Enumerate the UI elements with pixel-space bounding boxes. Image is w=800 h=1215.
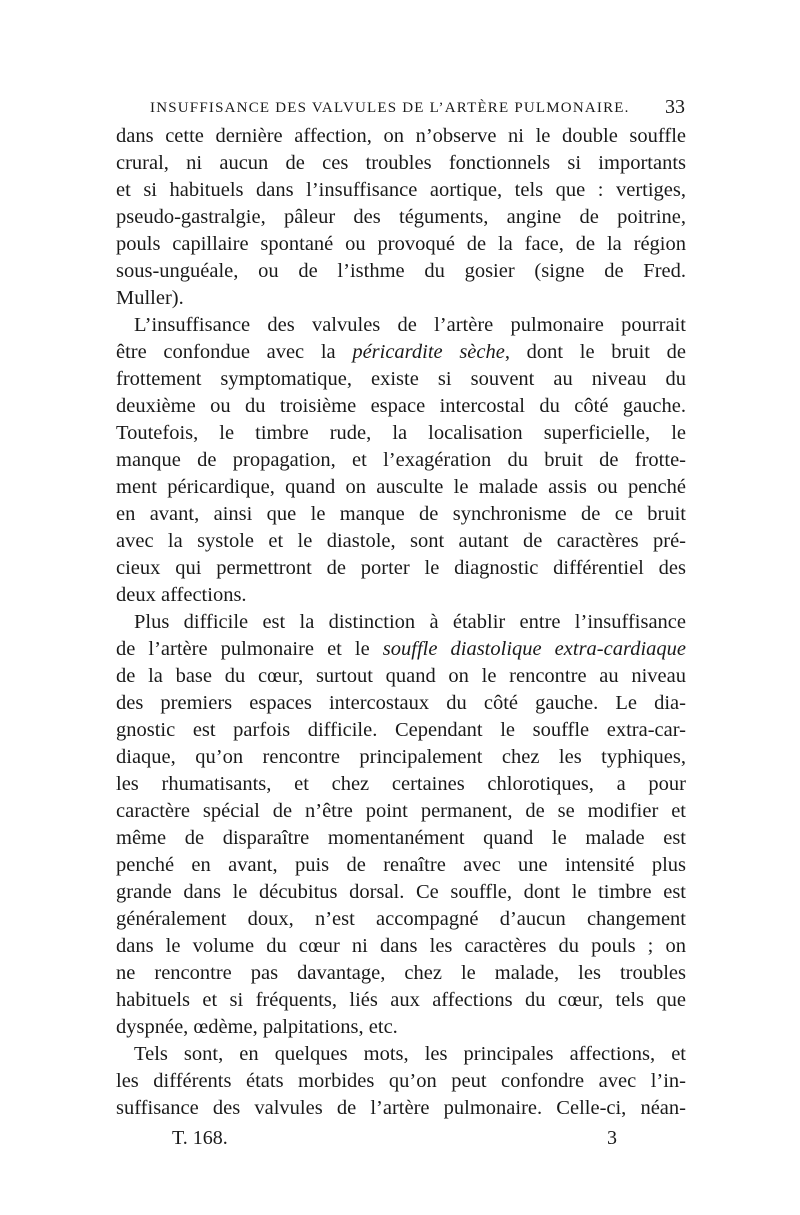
text-run: être confondue avec la bbox=[116, 341, 353, 363]
text-line: crural, ni aucun de ces troubles fonctionnels si importants bbox=[116, 152, 686, 174]
text-line: les rhumatisants, et chez certaines chlorotiques, a pour bbox=[116, 773, 686, 795]
text-line: gnostic est parfois difficile. Cependant le souffle extra-car- bbox=[116, 719, 686, 741]
italic-term: péricardite sèche bbox=[352, 341, 505, 363]
text-line: dyspnée, œdème, palpitations, etc. bbox=[116, 1016, 398, 1038]
text-line: avec la systole et le diastole, sont autant de caractères pré- bbox=[116, 530, 686, 552]
text-line: des premiers espaces intercostaux du côté gauche. Le dia- bbox=[116, 692, 686, 714]
sheet-number: 3 bbox=[607, 1127, 617, 1149]
text-line: suffisance des valvules de l’artère pulmonaire. Celle-ci, néan- bbox=[116, 1097, 686, 1119]
text-line-mixed bbox=[116, 636, 686, 663]
text-line: de la base du cœur, surtout quand on le rencontre au niveau bbox=[116, 665, 686, 687]
running-head-title: INSUFFISANCE DES VALVULES DE L’ARTÈRE PULMONAIRE. bbox=[150, 100, 630, 116]
text-line: Tels sont, en quelques mots, les principales affections, et bbox=[134, 1043, 686, 1065]
signature-mark: T. 168. bbox=[172, 1127, 228, 1149]
text-run: , dont le bruit de bbox=[504, 341, 687, 363]
text-line: dans le volume du cœur ni dans les caractères du pouls ; on bbox=[116, 935, 686, 957]
text-line: deuxième ou du troisième espace intercostal du côté gauche. bbox=[116, 395, 686, 417]
text-line: les différents états morbides qu’on peut confondre avec l’in- bbox=[116, 1070, 686, 1092]
text-line: sous-unguéale, ou de l’isthme du gosier (signe de Fred. bbox=[116, 260, 686, 282]
text-line: pseudo-gastralgie, pâleur des téguments, angine de poitrine, bbox=[116, 206, 686, 228]
text-line: manque de propagation, et l’exagération du bruit de frotte- bbox=[116, 449, 686, 471]
page-footer bbox=[172, 1127, 617, 1153]
text-line: Toutefois, le timbre rude, la localisation superficielle, le bbox=[116, 422, 686, 444]
text-line: ne rencontre pas davantage, chez le malade, les troubles bbox=[116, 962, 686, 984]
text-line: habituels et si fréquents, liés aux affections du cœur, tels que bbox=[116, 989, 686, 1011]
italic-term: souffle diastolique extra-cardiaque bbox=[382, 638, 686, 660]
text-line: cieux qui permettront de porter le diagnostic différentiel des bbox=[116, 557, 686, 579]
page-number: 33 bbox=[665, 96, 685, 118]
text-line: ment péricardique, quand on ausculte le malade assis ou penché bbox=[116, 476, 686, 498]
text-line: L’insuffisance des valvules de l’artère pulmonaire pourrait bbox=[134, 314, 686, 336]
text-line: frottement symptomatique, existe si souvent au niveau du bbox=[116, 368, 686, 390]
text-line: généralement doux, n’est accompagné d’aucun changement bbox=[116, 908, 686, 930]
text-line-mixed bbox=[116, 339, 686, 366]
text-line: en avant, ainsi que le manque de synchronisme de ce bruit bbox=[116, 503, 686, 525]
text-line: dans cette dernière affection, on n’observe ni le double souffle bbox=[116, 125, 686, 147]
text-line: pouls capillaire spontané ou provoqué de la face, de la région bbox=[116, 233, 686, 255]
body-text bbox=[116, 123, 686, 1122]
text-run: de l’artère pulmonaire et le bbox=[116, 638, 383, 660]
text-line: même de disparaître momentanément quand le malade est bbox=[116, 827, 686, 849]
text-line: Plus difficile est la distinction à établir entre l’insuffisance bbox=[134, 611, 686, 633]
running-head bbox=[150, 98, 685, 122]
text-line: diaque, qu’on rencontre principalement chez les typhiques, bbox=[116, 746, 686, 768]
text-line: deux affections. bbox=[116, 584, 247, 606]
text-line: grande dans le décubitus dorsal. Ce souffle, dont le timbre est bbox=[116, 881, 686, 903]
text-line: penché en avant, puis de renaître avec une intensité plus bbox=[116, 854, 686, 876]
text-line: et si habituels dans l’insuffisance aortique, tels que : vertiges, bbox=[116, 179, 686, 201]
text-line: Muller). bbox=[116, 287, 184, 309]
text-line: caractère spécial de n’être point permanent, de se modifier et bbox=[116, 800, 686, 822]
